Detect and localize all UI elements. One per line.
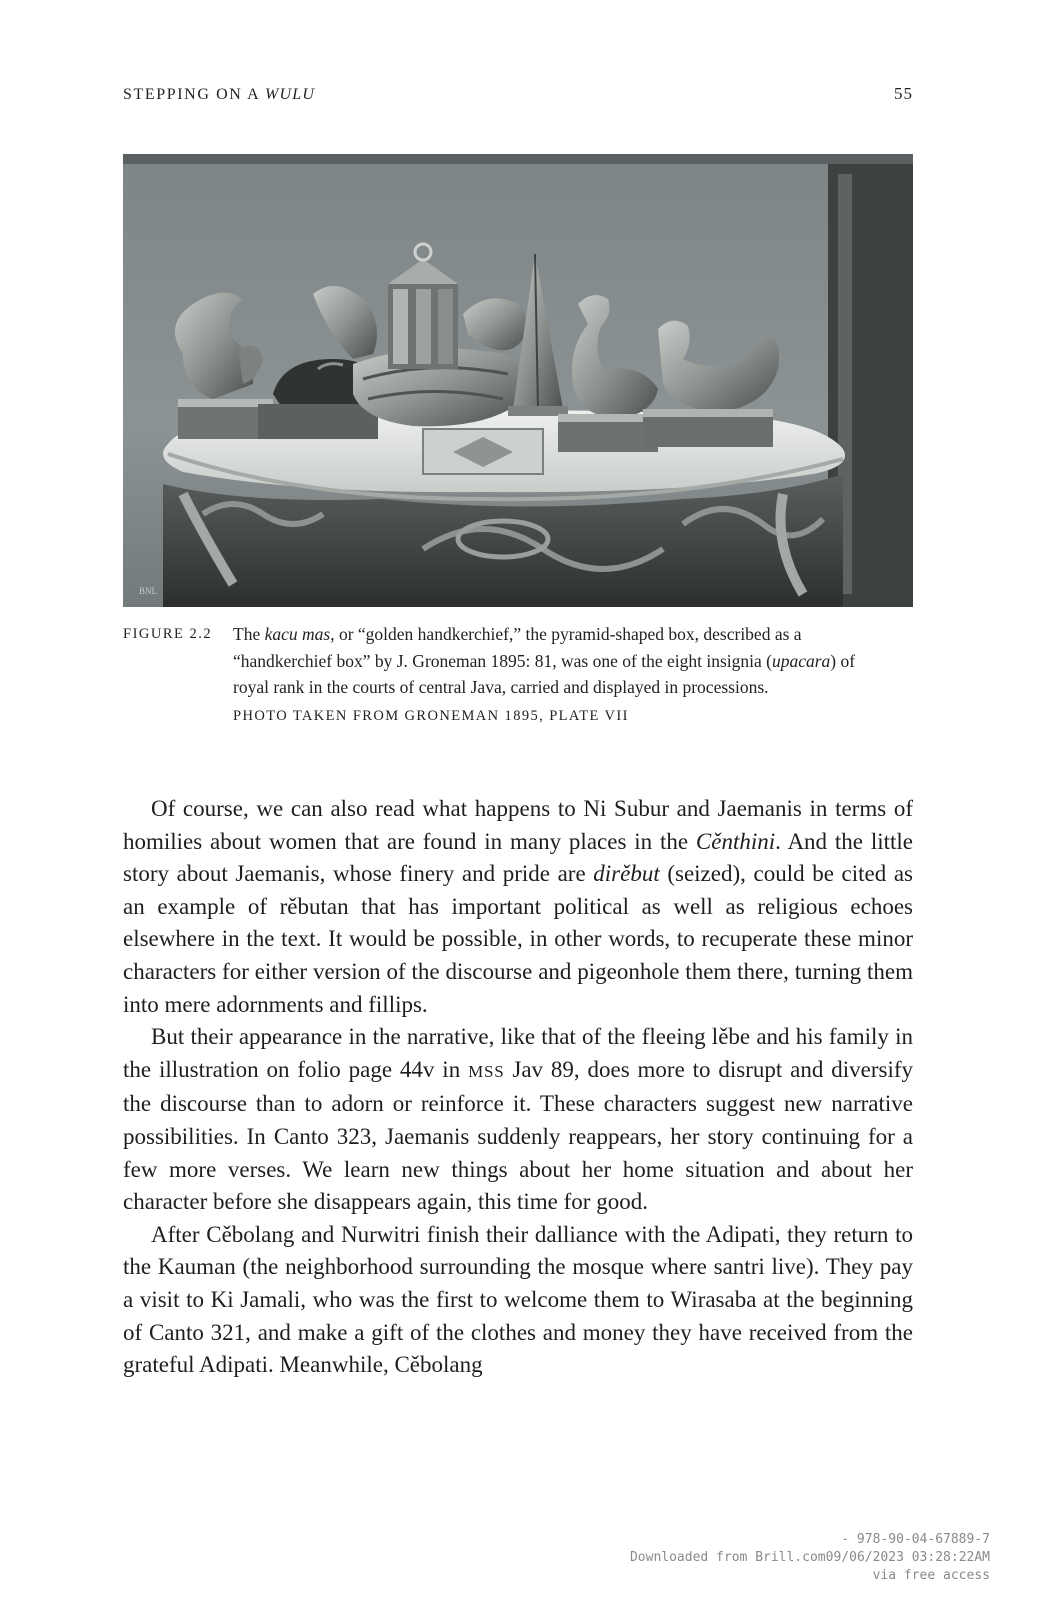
paragraph-segment: (seized), could be cited as an example of rěbutan that has important political as well as religious echoes elsewhere in the text. It would be possible, in other words, to recuperate these minor characters for either version of the discourse and pigeonhole them there, turning them into mere adornments and fillips.	[123, 861, 913, 1017]
caption-segment: The	[233, 624, 265, 644]
photo-signature: BNL	[139, 586, 157, 596]
figure-caption	[123, 621, 913, 729]
watermark-line-2: Downloaded from Brill.com09/06/2023 03:28:22AM	[629, 1550, 990, 1565]
caption-segment: , or “golden handkerchief,” the pyramid-shaped box, described as a “handkerchief box” by J. Groneman 1895: 81, was one of the eight insignia (	[233, 624, 802, 671]
paragraph-segment: But their appearance in the narrative, like that of the fleeing lěbe and his family in the illustration on folio page 44v in	[123, 1024, 913, 1082]
page-number: 55	[894, 84, 913, 103]
figure-photo	[123, 154, 913, 607]
download-watermark	[630, 1531, 990, 1585]
paragraph-segment: . And the little story about Jaemanis, whose finery and pride are	[123, 828, 913, 887]
running-head-title	[123, 86, 315, 104]
paragraph-segment: Jav 89, does more to disrupt and diversify the discourse than to adorn or reinforce it. These characters suggest new narrative possibilities. In Canto 323, Jaemanis suddenly reappears, her story continuing for a few more verses. We learn new things about her home situation and about her character before she disappears again, this time for good.	[123, 1056, 913, 1215]
running-head-title-prefix: STEPPING ON A	[123, 86, 265, 103]
paragraph-segment: Cěnthini	[695, 828, 776, 854]
body-paragraph	[123, 1219, 913, 1382]
halftone-photo-illustration	[123, 154, 913, 607]
figure-credit: PHOTO TAKEN FROM GRONEMAN 1895, PLATE VII	[233, 707, 629, 724]
paragraph-segment: Of course, we can also read what happens to Ni Subur and Jaemanis in terms of homilies about women that are found in many places in the	[123, 796, 913, 854]
caption-segment: kacu mas	[264, 624, 331, 644]
paragraph-segment: dirěbut	[593, 861, 660, 887]
body-text	[123, 793, 913, 1382]
body-paragraph	[123, 1021, 913, 1219]
caption-segment: upacara	[771, 650, 831, 671]
watermark-line-3: via free access	[872, 1568, 990, 1583]
figure-label: FIGURE 2.2	[123, 626, 213, 642]
running-head-title-italic: WULU	[264, 86, 316, 103]
paragraph-segment: MSS	[468, 1061, 505, 1081]
paragraph-segment: After Cěbolang and Nurwitri finish their dalliance with the Adipati, they return to the Kauman (the neighborhood surrounding the mosque where santri live). They pay a visit to Ki Jamali, who was the first to welcome them to Wirasaba at the beginning of Canto 321, and make a gift of the clothes and money they have received from the grateful Adipati. Meanwhile, Cěbolang	[123, 1221, 913, 1378]
body-paragraph	[123, 793, 913, 1021]
caption-segment: ) of royal rank in the courts of central Java, carried and displayed in processions.	[233, 650, 856, 697]
running-head	[123, 84, 913, 106]
watermark-line-1: - 978-90-04-67889-7	[841, 1532, 990, 1547]
figure-caption-text	[233, 621, 893, 701]
